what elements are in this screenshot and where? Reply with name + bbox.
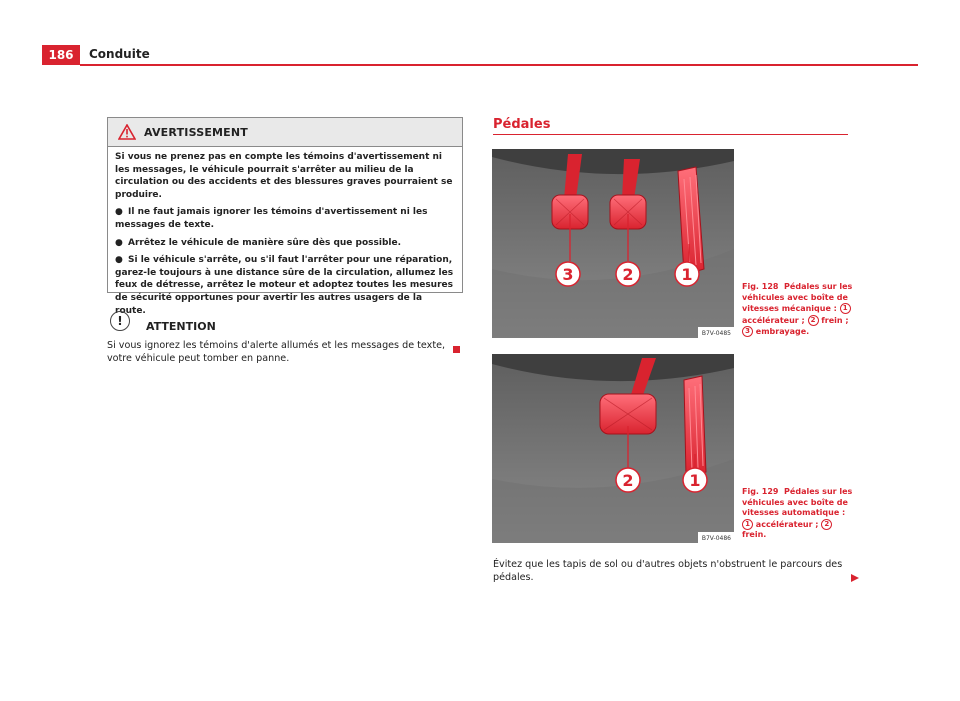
callout-marker: 1 [840, 303, 851, 314]
attention-section [107, 309, 463, 365]
callout-marker: 2 [808, 315, 819, 326]
end-marker-icon [453, 346, 460, 353]
pedals-rule [493, 134, 848, 135]
page-number: 186 [42, 45, 80, 65]
figure-code: B7V-0486 [701, 535, 731, 542]
pedals-manual-illustration [492, 149, 734, 338]
figure-manual-pedals [492, 149, 734, 338]
pedals-title: Pédales [493, 117, 551, 132]
warning-bullet: ● Arrêtez le véhicule de manière sûre dès que possible. [115, 237, 402, 248]
section-title: Conduite [89, 47, 150, 61]
callout-2: 2 [622, 265, 634, 284]
bullet-icon: ● [115, 207, 123, 218]
callout-1: 1 [681, 265, 693, 284]
pedals-automatic-illustration [492, 354, 734, 543]
bullet-icon: ● [115, 237, 123, 248]
bullet-icon: ● [115, 255, 123, 266]
figure-caption: Fig. 129 Pédales sur les véhicules avec boîte de vitesses automatique : 1 accélérateur ; 2 frein. [742, 487, 853, 539]
continue-arrow-icon [850, 573, 860, 583]
attention-title: ATTENTION [146, 319, 216, 333]
warning-body [108, 147, 462, 317]
callout-1: 1 [689, 471, 701, 490]
callout-3: 3 [562, 265, 574, 284]
warning-bullet: ● Il ne faut jamais ignorer les témoins d'avertissement ni les messages de texte. [115, 207, 428, 230]
warning-header [108, 118, 462, 147]
pedals-body-text: Évitez que les tapis de sol ou d'autres objets n'obstruent le parcours des pédales. [493, 559, 843, 583]
callout-marker: 1 [742, 519, 753, 530]
warning-title: AVERTISSEMENT [144, 125, 249, 139]
header-rule [80, 64, 918, 66]
attention-text: Si vous ignorez les témoins d'alerte allumés et les messages de texte, votre véhicule peut tomber en panne. [107, 340, 446, 364]
warning-bullet: ● Si le véhicule s'arrête, ou s'il faut l'arrêter pour une réparation, garez-le toujours à une distance sûre de la circulation, allumez les feux de détresse, arrêtez le moteur et adoptez toutes les mesures de sécurité opportunes pour avertir les autres usagers de la route. [115, 255, 454, 316]
warning-box [107, 117, 463, 316]
callout-marker: 2 [821, 519, 832, 530]
figure-caption: Fig. 128 Pédales sur les véhicules avec boîte de vitesses mécanique : 1 accélérateur ; 2 frein ; 3 embrayage. [742, 282, 853, 336]
exclamation-circle-icon: ! [110, 311, 130, 331]
warning-intro: Si vous ne prenez pas en compte les témoins d'avertissement ni les messages, le véhicule pourrait s'arrêter au milieu de la circulation ou des accidents et des blessures graves pourraient se produire. [115, 152, 453, 200]
figure-automatic-pedals [492, 354, 734, 543]
figure-code: B7V-0485 [701, 330, 731, 337]
callout-2: 2 [622, 471, 634, 490]
callout-marker: 3 [742, 326, 753, 337]
warning-triangle-icon [118, 124, 136, 140]
